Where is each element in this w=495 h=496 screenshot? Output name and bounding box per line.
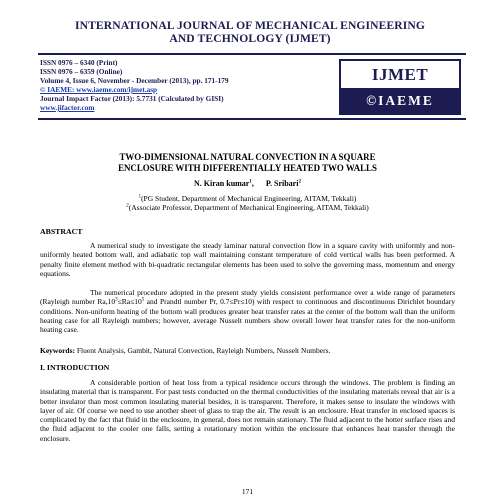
affiliation-2-sup: 2 (126, 203, 129, 209)
jifactor-link[interactable]: www.jifactor.com (40, 103, 95, 112)
impact-factor: Journal Impact Factor (2013): 5.7731 (Calculated by GISI) (40, 94, 224, 103)
author-1-sup: 1 (249, 179, 252, 185)
paper-title-line1: TWO-DIMENSIONAL NATURAL CONVECTION IN A SQUARE (119, 152, 376, 162)
issn-print: ISSN 0976 – 6340 (Print) (40, 58, 118, 67)
journal-title-line2: AND TECHNOLOGY (IJMET) (169, 32, 331, 45)
keywords-text: Fluent Analysis, Gambit, Natural Convection, Rayleigh Numbers, Nusselt Numbers. (75, 346, 331, 355)
page-number: 171 (241, 487, 254, 496)
website-line (40, 103, 340, 112)
keywords-label: Keywords: (40, 346, 75, 355)
abstract-p2-part2: ≤Ra≤10 (117, 297, 142, 307)
affiliation-1-text: (PG Student, Department of Mechanical Engineering, AITAM, Tekkali) (141, 194, 357, 203)
logo-iaeme-text: ©IAEME (341, 88, 459, 113)
introduction-paragraph: A considerable portion of heat loss from a typical residence occurs through the windows. The problem is finding an insulating material that is transparent. For past tests conducted on the thermal conductivities of the insulating materials reveal that air is a better insulator than most common insulating material besides, it is transparent. Therefore, it makes sense to insulate the windows with layer of air. Of course we need to use another sheet of glass to trap the air. The result is an enclosure. Heat transfer in enclosed spaces is complicated by the fact that fluid in the enclosure, in general, does not remain stationary. The fluid adjacent to the hotter surface rises and the fluid adjacent to the cooler one falls, setting a rotationary motion within the enclosure that enhances heat transfer through the enclosure. (40, 378, 455, 443)
author-1: N. Kiran kumar (194, 179, 250, 188)
abstract-p2-sup1: 3 (115, 297, 118, 303)
affiliation-2 (40, 203, 455, 212)
volume-info: Volume 4, Issue 6, November - December (2013), pp. 171-179 (40, 76, 229, 85)
journal-logo (339, 59, 461, 115)
journal-title (30, 19, 470, 45)
abstract-heading: ABSTRACT (40, 227, 83, 236)
affiliation-1-sup: 1 (138, 194, 142, 200)
paper-title (40, 152, 455, 174)
abstract-paragraph-1: A numerical study to investigate the steady laminar natural convection flow in a square cavity with uniformly and non-uniformly heated bottom wall, and adiabatic top wall maintaining constant temperature of cold vertical walls has been performed. A penalty finite element method with bi-quadratic rectangular elements has been used to solve the governing mass, momentum and energy equations. (40, 241, 455, 278)
journal-url-link[interactable]: © IAEME: www.iaeme.com/ijmet.asp (40, 85, 158, 94)
abstract-paragraph-2 (40, 288, 455, 334)
author-2: P. Sribari (265, 179, 299, 188)
affiliation-2-text: (Associate Professor, Department of Mechanical Engineering, AITAM, Tekkali) (128, 203, 369, 212)
paper-title-line2: ENCLOSURE WITH DIFFERENTIALLY HEATED TWO WALLS (118, 163, 377, 173)
copyright-line (40, 85, 340, 94)
abstract-p2-part3: and Prandtl number Pr, 0.7≤Pr≤10) with respect to continuous and discontinuous Dirichlet boundary conditions. Non-uniform heating of the bottom wall produces greater heat transfer rates at the center of the bottom wall than the uniform heating case for all Rayleigh numbers; however, average Nusselt numbers show overall lower heat transfer rates for the non-uniform heating case. (40, 297, 455, 335)
author-2-sup: 2 (298, 179, 301, 185)
author-line: N. Kiran kumar$^1$, P. Sribari$^2$ (194, 179, 301, 188)
abstract-p2-part1: The numerical procedure adopted in the present study yields consistent performance over a wide range of parameters (Rayleigh number Ra,10 (40, 288, 455, 307)
abstract-p2-sup2: 5 (141, 297, 145, 303)
issn-online: ISSN 0976 – 6359 (Online) (40, 67, 123, 76)
introduction-heading: I. INTRODUCTION (40, 363, 110, 372)
affiliation-1 (40, 194, 455, 203)
journal-info (40, 58, 340, 112)
journal-title-line1: INTERNATIONAL JOURNAL OF MECHANICAL ENGINEERING (75, 19, 425, 32)
logo-ijmet-text: IJMET (371, 65, 429, 84)
keywords-line (40, 346, 455, 355)
